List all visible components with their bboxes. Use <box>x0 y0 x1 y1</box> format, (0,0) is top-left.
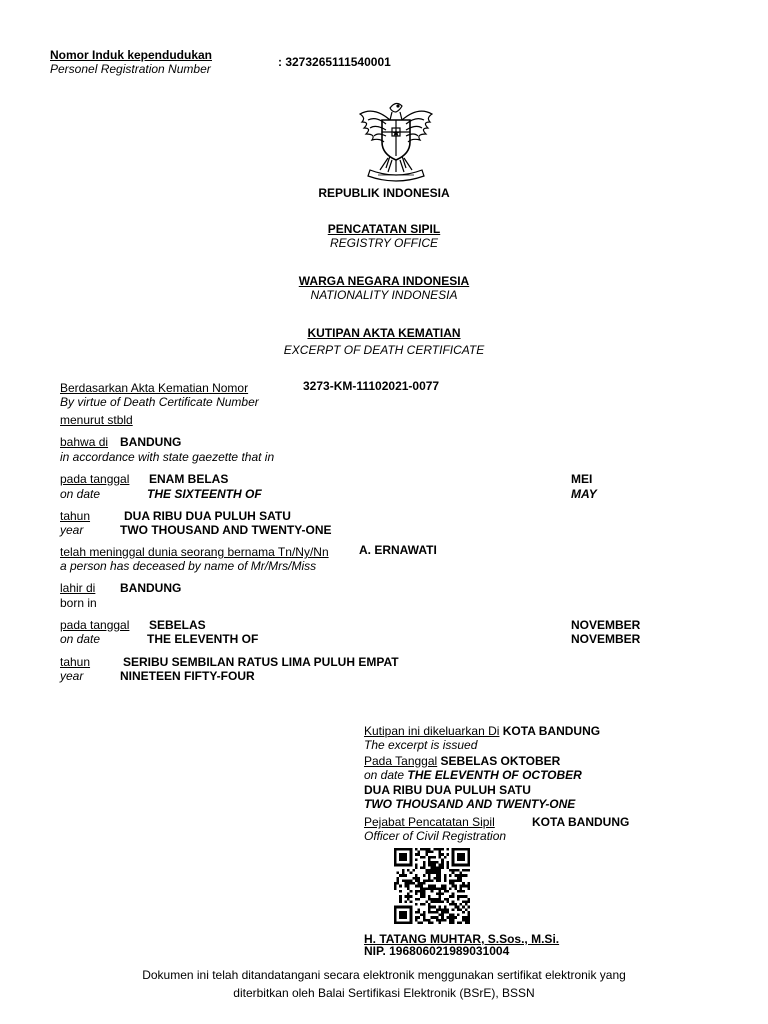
office-title-en: REGISTRY OFFICE <box>329 236 438 250</box>
stbld-label: menurut stbld <box>60 413 133 427</box>
officer-label-en: Officer of Civil Registration <box>364 829 507 843</box>
issued-date-value: SEBELAS OKTOBER <box>440 754 561 768</box>
nationality-title-en: NATIONALITY INDONESIA <box>310 288 458 302</box>
birth-year-label: tahun <box>60 655 91 669</box>
birth-year-label-en: year <box>60 669 84 683</box>
officer-label: Pejabat Pencatatan Sipil <box>364 815 495 829</box>
issued-label: Kutipan ini dikeluarkan Di <box>364 724 500 738</box>
death-month: MEI <box>571 472 593 486</box>
death-year-value-en: TWO THOUSAND AND TWENTY-ONE <box>120 523 332 537</box>
death-month-en: MAY <box>571 487 597 501</box>
garuda-emblem-icon <box>350 98 442 184</box>
born-label-en: born in <box>60 596 97 610</box>
birth-date-label: pada tanggal <box>60 618 130 632</box>
nik-label: Nomor Induk kependudukan <box>50 48 213 62</box>
birth-date-label-en: on date <box>60 632 101 646</box>
signer-name: H. TATANG MUHTAR, S.Sos., M.Si. <box>364 932 560 946</box>
place-label-en: in accordance with state gaezette that in <box>60 450 275 464</box>
footer-line-2: diterbitkan oleh Balai Sertifikasi Elektronik (BSrE), BSSN <box>233 986 535 1000</box>
deceased-name: A. ERNAWATI <box>359 543 437 557</box>
deceased-label: telah meninggal dunia seorang bernama Tn/Ny/Nn <box>60 545 329 559</box>
officer-place: KOTA BANDUNG <box>532 815 630 829</box>
certificate-number-value: 3273-KM-11102021-0077 <box>303 379 440 393</box>
issued-line <box>364 724 600 738</box>
country-title: REPUBLIK INDONESIA <box>318 186 450 200</box>
document-title: KUTIPAN AKTA KEMATIAN <box>307 326 461 340</box>
issued-date-line-en <box>364 768 582 782</box>
footer-line-1: Dokumen ini telah ditandatangani secara elektronik menggunakan sertifikat elektronik yang <box>142 968 626 982</box>
place-label: bahwa di <box>60 435 109 449</box>
issued-date-label: Pada Tanggal <box>364 754 438 768</box>
birth-month-en: NOVEMBER <box>571 632 641 646</box>
signer-nip: NIP. 196806021989031004 <box>364 944 510 958</box>
issued-place: KOTA BANDUNG <box>502 724 601 738</box>
death-date-label-en: on date <box>60 487 101 501</box>
death-date-label: pada tanggal <box>60 472 130 486</box>
qr-code-icon <box>392 848 472 924</box>
document-title-en: EXCERPT OF DEATH CERTIFICATE <box>283 343 485 357</box>
issued-date-line <box>364 754 560 768</box>
deceased-label-en: a person has deceased by name of Mr/Mrs/Miss <box>60 559 317 573</box>
certificate-number-label: Berdasarkan Akta Kematian Nomor <box>60 381 249 395</box>
born-label: lahir di <box>60 581 96 595</box>
death-date-value: ENAM BELAS <box>149 472 229 486</box>
death-date-value-en: THE SIXTEENTH OF <box>147 487 262 501</box>
born-value: BANDUNG <box>120 581 182 595</box>
death-year-value: DUA RIBU DUA PULUH SATU <box>124 509 291 523</box>
nik-value: : 3273265111540001 <box>278 55 391 69</box>
nationality-title: WARGA NEGARA INDONESIA <box>298 274 470 288</box>
death-year-label: tahun <box>60 509 91 523</box>
birth-month: NOVEMBER <box>571 618 641 632</box>
birth-date-value: SEBELAS <box>149 618 206 632</box>
certificate-number-label-en: By virtue of Death Certificate Number <box>60 395 259 409</box>
birth-year-value: SERIBU SEMBILAN RATUS LIMA PULUH EMPAT <box>123 655 399 669</box>
birth-date-value-en: THE ELEVENTH OF <box>147 632 259 646</box>
issued-date-value-en: THE ELEVENTH OF OCTOBER <box>407 768 582 782</box>
nik-label-en: Personel Registration Number <box>50 62 211 76</box>
birth-year-value-en: NINETEEN FIFTY-FOUR <box>120 669 255 683</box>
issued-date-label-en: on date <box>364 768 405 782</box>
place-value: BANDUNG <box>120 435 182 449</box>
issued-year: DUA RIBU DUA PULUH SATU <box>364 783 531 797</box>
office-title: PENCATATAN SIPIL <box>327 222 441 236</box>
issued-year-en: TWO THOUSAND AND TWENTY-ONE <box>364 797 576 811</box>
death-year-label-en: year <box>60 523 84 537</box>
issued-label-en: The excerpt is issued <box>364 738 478 752</box>
